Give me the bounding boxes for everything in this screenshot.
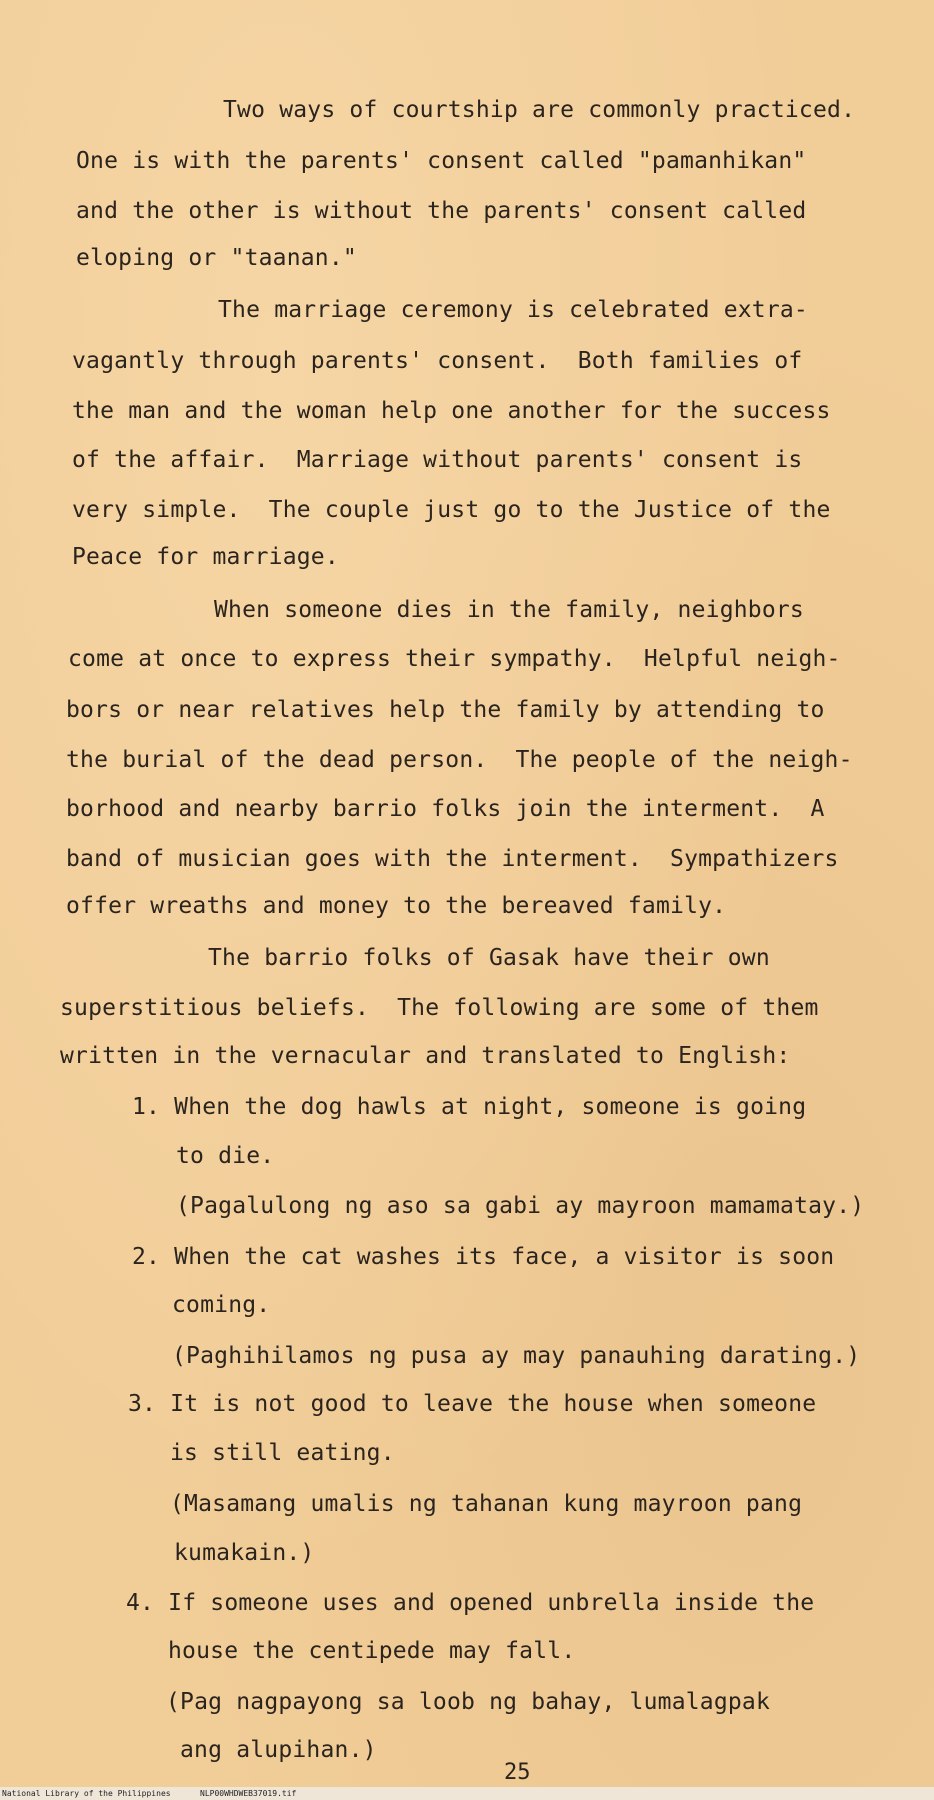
text-line: the man and the woman help one another for the success bbox=[72, 398, 831, 424]
text-line: very simple. The couple just go to the Justice of the bbox=[72, 497, 831, 523]
text-line: superstitious beliefs. The following are some of them bbox=[60, 995, 819, 1021]
text-line: written in the vernacular and translated to English: bbox=[60, 1043, 791, 1069]
text-line: house the centipede may fall. bbox=[168, 1638, 576, 1664]
list-item: 1. When the dog hawls at night, someone is going bbox=[132, 1094, 807, 1120]
footer-file-label: NLP00WHDWEB37019.tif bbox=[200, 1789, 297, 1798]
text-line: offer wreaths and money to the bereaved family. bbox=[66, 893, 727, 919]
text-line: When someone dies in the family, neighbors bbox=[214, 597, 804, 623]
text-line: bors or near relatives help the family by attending to bbox=[66, 697, 825, 723]
text-line: The barrio folks of Gasak have their own bbox=[208, 945, 770, 971]
text-line: band of musician goes with the interment. Sympathizers bbox=[66, 846, 839, 872]
text-line: borhood and nearby barrio folks join the interment. A bbox=[66, 796, 825, 822]
text-line: of the affair. Marriage without parents' consent is bbox=[72, 447, 803, 473]
text-line: and the other is without the parents' consent called bbox=[76, 198, 807, 224]
page-number: 25 bbox=[504, 1760, 531, 1785]
translation-line: ang alupihan.) bbox=[180, 1737, 377, 1763]
text-line: Two ways of courtship are commonly practiced. bbox=[223, 97, 856, 123]
text-line: Peace for marriage. bbox=[72, 544, 339, 570]
list-item: 2. When the cat washes its face, a visitor is soon bbox=[132, 1244, 835, 1270]
text-line: to die. bbox=[176, 1143, 275, 1169]
text-line: the burial of the dead person. The people of the neigh- bbox=[66, 747, 853, 773]
list-item: 4. If someone uses and opened unbrella inside the bbox=[126, 1590, 815, 1616]
translation-line: (Paghihilamos ng pusa ay may panauhing darating.) bbox=[172, 1343, 861, 1369]
text-line: eloping or "taanan." bbox=[76, 245, 357, 271]
footer-source-label: National Library of the Philippines bbox=[2, 1789, 171, 1798]
translation-line: (Masamang umalis ng tahanan kung mayroon pang bbox=[170, 1491, 803, 1517]
text-line: is still eating. bbox=[170, 1440, 395, 1466]
translation-line: (Pagalulong ng aso sa gabi ay mayroon mamamatay.) bbox=[176, 1193, 865, 1219]
translation-line: (Pag nagpayong sa loob ng bahay, lumalagpak bbox=[166, 1689, 771, 1715]
text-line: The marriage ceremony is celebrated extra- bbox=[218, 297, 808, 323]
text-line: One is with the parents' consent called "pamanhikan" bbox=[76, 148, 807, 174]
text-line: coming. bbox=[172, 1292, 271, 1318]
text-line: vagantly through parents' consent. Both families of bbox=[72, 348, 803, 374]
list-item: 3. It is not good to leave the house when someone bbox=[128, 1391, 817, 1417]
translation-line: kumakain.) bbox=[174, 1540, 315, 1566]
text-line: come at once to express their sympathy. Helpful neigh- bbox=[68, 646, 841, 672]
